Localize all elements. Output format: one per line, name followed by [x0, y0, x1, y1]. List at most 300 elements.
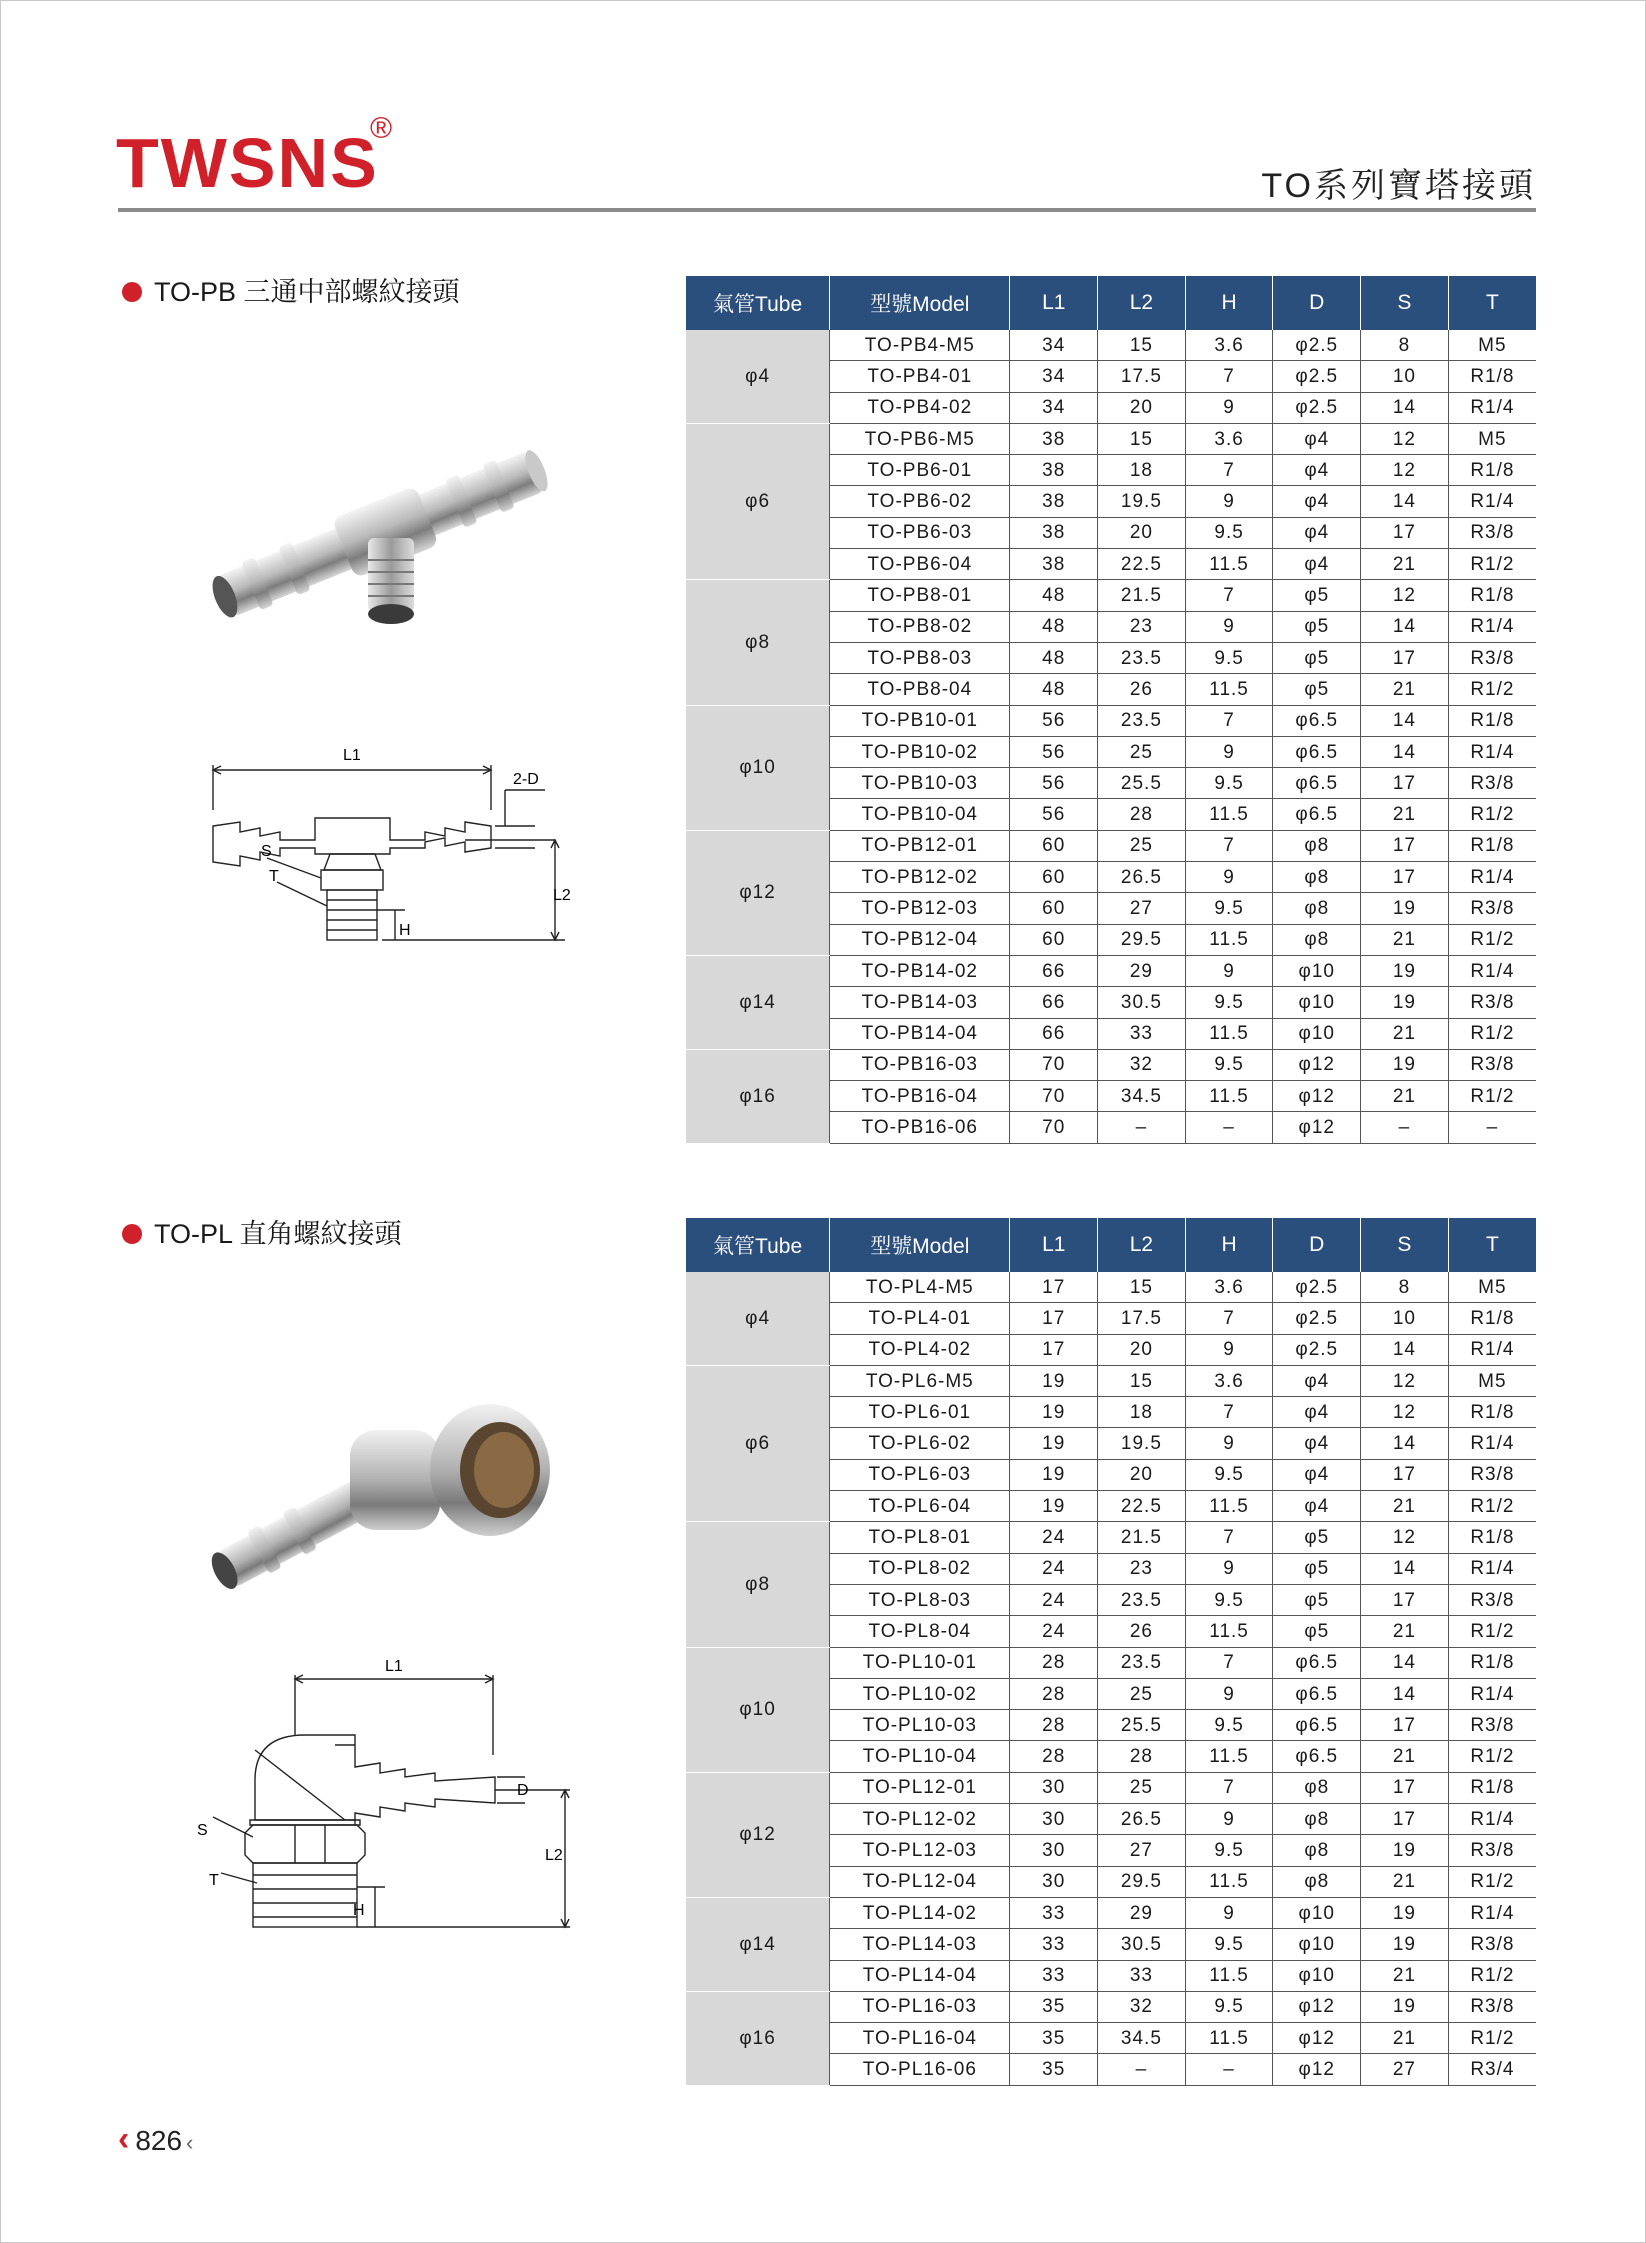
- spec-cell: 33: [1010, 1929, 1098, 1960]
- table-row: [686, 330, 1536, 361]
- spec-cell: 14: [1361, 392, 1449, 423]
- spec-cell: –: [1098, 2054, 1186, 2085]
- column-header: T: [1448, 1218, 1536, 1272]
- spec-cell: –: [1185, 1112, 1273, 1143]
- spec-cell: φ10: [1273, 1960, 1361, 1991]
- spec-cell: R1/8: [1448, 1303, 1536, 1334]
- spec-cell: φ8: [1273, 830, 1361, 861]
- model-cell: TO-PL6-02: [830, 1428, 1010, 1459]
- spec-cell: 9.5: [1185, 1835, 1273, 1866]
- spec-cell: 21: [1361, 1018, 1449, 1049]
- spec-cell: φ4: [1273, 1397, 1361, 1428]
- spec-cell: 26: [1098, 1616, 1186, 1647]
- spec-cell: 11.5: [1185, 799, 1273, 830]
- spec-cell: 38: [1010, 486, 1098, 517]
- model-cell: TO-PB14-02: [830, 955, 1010, 986]
- model-cell: TO-PL8-02: [830, 1553, 1010, 1584]
- spec-cell: φ4: [1273, 1365, 1361, 1396]
- spec-cell: 7: [1185, 830, 1273, 861]
- spec-cell: 19: [1361, 1835, 1449, 1866]
- section-title-text: TO-PL 直角螺紋接頭: [154, 1219, 402, 1249]
- spec-cell: 30: [1010, 1866, 1098, 1897]
- spec-cell: 30: [1010, 1772, 1098, 1803]
- dim-label-s: S: [197, 1822, 208, 1839]
- spec-cell: 25.5: [1098, 768, 1186, 799]
- spec-cell: 33: [1010, 1960, 1098, 1991]
- spec-cell: φ4: [1273, 1459, 1361, 1490]
- spec-cell: 9.5: [1185, 893, 1273, 924]
- spec-cell: φ5: [1273, 1616, 1361, 1647]
- model-cell: TO-PB14-03: [830, 987, 1010, 1018]
- spec-cell: 56: [1010, 705, 1098, 736]
- spec-cell: φ6.5: [1273, 1647, 1361, 1678]
- spec-cell: R1/8: [1448, 455, 1536, 486]
- spec-cell: 3.6: [1185, 1365, 1273, 1396]
- spec-cell: 25.5: [1098, 1710, 1186, 1741]
- spec-cell: φ10: [1273, 987, 1361, 1018]
- spec-cell: 35: [1010, 1991, 1098, 2022]
- spec-cell: 34: [1010, 361, 1098, 392]
- table-row: [686, 830, 1536, 861]
- spec-cell: 28: [1010, 1710, 1098, 1741]
- spec-cell: 38: [1010, 549, 1098, 580]
- spec-cell: 27: [1098, 893, 1186, 924]
- model-cell: TO-PB16-04: [830, 1081, 1010, 1112]
- spec-cell: 9.5: [1185, 642, 1273, 673]
- spec-cell: 21: [1361, 1741, 1449, 1772]
- spec-cell: φ8: [1273, 893, 1361, 924]
- spec-cell: 8: [1361, 1272, 1449, 1303]
- spec-cell: 12: [1361, 455, 1449, 486]
- spec-cell: R3/8: [1448, 1459, 1536, 1490]
- spec-cell: 17: [1361, 1459, 1449, 1490]
- spec-cell: φ8: [1273, 924, 1361, 955]
- spec-cell: 19: [1010, 1459, 1098, 1490]
- table-header-row: [686, 276, 1536, 330]
- spec-cell: 14: [1361, 705, 1449, 736]
- spec-cell: R3/8: [1448, 642, 1536, 673]
- table-row: [686, 1772, 1536, 1803]
- spec-cell: 19: [1361, 987, 1449, 1018]
- model-cell: TO-PL8-03: [830, 1584, 1010, 1615]
- dim-label-d: D: [517, 1782, 529, 1799]
- spec-cell: R1/8: [1448, 361, 1536, 392]
- spec-cell: 25: [1098, 830, 1186, 861]
- spec-cell: 33: [1098, 1960, 1186, 1991]
- model-cell: TO-PL14-04: [830, 1960, 1010, 1991]
- column-header: 型號Model: [830, 276, 1010, 330]
- table-row: [686, 1522, 1536, 1553]
- table-header-row: [686, 1218, 1536, 1272]
- spec-cell: 29.5: [1098, 1866, 1186, 1897]
- spec-cell: 14: [1361, 1334, 1449, 1365]
- spec-cell: 18: [1098, 455, 1186, 486]
- spec-cell: 21: [1361, 1491, 1449, 1522]
- spec-cell: 24: [1010, 1584, 1098, 1615]
- tube-size-cell: φ12: [686, 830, 830, 955]
- spec-cell: R3/8: [1448, 1584, 1536, 1615]
- spec-cell: φ6.5: [1273, 1741, 1361, 1772]
- spec-cell: 19: [1361, 955, 1449, 986]
- column-header: S: [1361, 1218, 1449, 1272]
- model-cell: TO-PB8-03: [830, 642, 1010, 673]
- spec-cell: 30.5: [1098, 987, 1186, 1018]
- spec-cell: 7: [1185, 705, 1273, 736]
- spec-cell: 9: [1185, 392, 1273, 423]
- spec-cell: φ5: [1273, 1553, 1361, 1584]
- spec-cell: 9: [1185, 486, 1273, 517]
- spec-cell: R1/4: [1448, 611, 1536, 642]
- spec-cell: 10: [1361, 361, 1449, 392]
- spec-cell: 23.5: [1098, 1647, 1186, 1678]
- tube-size-cell: φ8: [686, 1522, 830, 1647]
- spec-cell: 17: [1010, 1334, 1098, 1365]
- spec-cell: φ10: [1273, 1929, 1361, 1960]
- spec-cell: R1/4: [1448, 392, 1536, 423]
- spec-cell: 7: [1185, 455, 1273, 486]
- model-cell: TO-PB6-02: [830, 486, 1010, 517]
- dim-label-l1: L1: [343, 747, 361, 764]
- spec-cell: 7: [1185, 580, 1273, 611]
- spec-cell: 14: [1361, 611, 1449, 642]
- spec-cell: –: [1448, 1112, 1536, 1143]
- spec-cell: R3/8: [1448, 893, 1536, 924]
- spec-cell: R1/4: [1448, 1678, 1536, 1709]
- model-cell: TO-PB6-04: [830, 549, 1010, 580]
- spec-cell: φ2.5: [1273, 361, 1361, 392]
- spec-cell: 19: [1010, 1491, 1098, 1522]
- spec-cell: R1/2: [1448, 1081, 1536, 1112]
- spec-cell: φ12: [1273, 2023, 1361, 2054]
- spec-cell: 18: [1098, 1397, 1186, 1428]
- spec-cell: R1/2: [1448, 674, 1536, 705]
- spec-cell: 15: [1098, 330, 1186, 361]
- spec-cell: 10: [1361, 1303, 1449, 1334]
- spec-cell: M5: [1448, 423, 1536, 454]
- model-cell: TO-PL16-03: [830, 1991, 1010, 2022]
- spec-cell: R1/4: [1448, 1334, 1536, 1365]
- model-cell: TO-PB10-04: [830, 799, 1010, 830]
- spec-cell: 34: [1010, 330, 1098, 361]
- spec-cell: R3/8: [1448, 768, 1536, 799]
- model-cell: TO-PL8-01: [830, 1522, 1010, 1553]
- spec-cell: 11.5: [1185, 1741, 1273, 1772]
- model-cell: TO-PB10-01: [830, 705, 1010, 736]
- spec-cell: 11.5: [1185, 1081, 1273, 1112]
- spec-cell: R1/2: [1448, 549, 1536, 580]
- spec-cell: φ2.5: [1273, 330, 1361, 361]
- model-cell: TO-PB16-06: [830, 1112, 1010, 1143]
- spec-cell: 23.5: [1098, 1584, 1186, 1615]
- spec-cell: 56: [1010, 799, 1098, 830]
- spec-cell: 60: [1010, 893, 1098, 924]
- dim-label-l2: L2: [545, 1847, 563, 1864]
- spec-cell: φ5: [1273, 674, 1361, 705]
- model-cell: TO-PB8-04: [830, 674, 1010, 705]
- model-cell: TO-PB12-03: [830, 893, 1010, 924]
- model-cell: TO-PB8-01: [830, 580, 1010, 611]
- spec-cell: φ4: [1273, 517, 1361, 548]
- model-cell: TO-PL14-03: [830, 1929, 1010, 1960]
- bullet-dot-icon: [122, 1224, 142, 1244]
- section-title-pb: [122, 270, 460, 309]
- spec-cell: 29: [1098, 1897, 1186, 1928]
- spec-cell: 9.5: [1185, 987, 1273, 1018]
- spec-cell: 17: [1361, 1710, 1449, 1741]
- model-cell: TO-PB14-04: [830, 1018, 1010, 1049]
- spec-cell: 9.5: [1185, 1710, 1273, 1741]
- spec-cell: 19: [1361, 1991, 1449, 2022]
- spec-cell: 28: [1010, 1647, 1098, 1678]
- spec-cell: R1/2: [1448, 1741, 1536, 1772]
- spec-cell: R1/4: [1448, 1804, 1536, 1835]
- model-cell: TO-PL4-M5: [830, 1272, 1010, 1303]
- model-cell: TO-PB6-03: [830, 517, 1010, 548]
- page-number-text: 826: [135, 2125, 183, 2156]
- tube-size-cell: φ6: [686, 1365, 830, 1521]
- spec-cell: 56: [1010, 736, 1098, 767]
- tube-size-cell: φ6: [686, 423, 830, 579]
- spec-cell: 70: [1010, 1049, 1098, 1080]
- spec-cell: 66: [1010, 987, 1098, 1018]
- spec-cell: 25: [1098, 1678, 1186, 1709]
- model-cell: TO-PB10-03: [830, 768, 1010, 799]
- spec-cell: φ8: [1273, 1804, 1361, 1835]
- spec-cell: 21.5: [1098, 1522, 1186, 1553]
- spec-cell: φ4: [1273, 486, 1361, 517]
- spec-cell: 14: [1361, 736, 1449, 767]
- model-cell: TO-PB10-02: [830, 736, 1010, 767]
- spec-cell: 33: [1098, 1018, 1186, 1049]
- table-row: [686, 705, 1536, 736]
- spec-cell: R3/8: [1448, 987, 1536, 1018]
- spec-cell: φ4: [1273, 549, 1361, 580]
- spec-cell: R1/2: [1448, 1960, 1536, 1991]
- spec-cell: φ12: [1273, 2054, 1361, 2085]
- spec-cell: 9: [1185, 1804, 1273, 1835]
- spec-cell: 26.5: [1098, 1804, 1186, 1835]
- spec-cell: R1/8: [1448, 1772, 1536, 1803]
- model-cell: TO-PL6-03: [830, 1459, 1010, 1490]
- spec-cell: 17: [1361, 642, 1449, 673]
- spec-cell: 21: [1361, 1616, 1449, 1647]
- spec-cell: –: [1361, 1112, 1449, 1143]
- spec-cell: 3.6: [1185, 330, 1273, 361]
- spec-cell: 3.6: [1185, 1272, 1273, 1303]
- spec-cell: φ6.5: [1273, 1710, 1361, 1741]
- model-cell: TO-PL8-04: [830, 1616, 1010, 1647]
- spec-cell: 17: [1361, 517, 1449, 548]
- spec-cell: R3/8: [1448, 1049, 1536, 1080]
- model-cell: TO-PB6-M5: [830, 423, 1010, 454]
- table-row: [686, 955, 1536, 986]
- spec-cell: 12: [1361, 423, 1449, 454]
- model-cell: TO-PB4-M5: [830, 330, 1010, 361]
- spec-cell: 9: [1185, 736, 1273, 767]
- brand-logo: TWSNS: [116, 124, 379, 202]
- spec-cell: 48: [1010, 611, 1098, 642]
- elbow-fitting-drawing: [195, 1655, 605, 1955]
- spec-cell: 17: [1361, 768, 1449, 799]
- spec-cell: R1/2: [1448, 1866, 1536, 1897]
- spec-cell: φ8: [1273, 1835, 1361, 1866]
- spec-cell: 9: [1185, 1897, 1273, 1928]
- model-cell: TO-PB8-02: [830, 611, 1010, 642]
- model-cell: TO-PL6-M5: [830, 1365, 1010, 1396]
- tee-fitting-drawing: [195, 730, 605, 970]
- spec-cell: 21: [1361, 674, 1449, 705]
- spec-cell: 28: [1010, 1678, 1098, 1709]
- spec-cell: R3/8: [1448, 1929, 1536, 1960]
- tube-size-cell: φ16: [686, 1991, 830, 2085]
- dim-label-s: S: [261, 843, 272, 860]
- model-cell: TO-PL14-02: [830, 1897, 1010, 1928]
- spec-cell: 34: [1010, 392, 1098, 423]
- spec-cell: φ12: [1273, 1991, 1361, 2022]
- model-cell: TO-PL4-02: [830, 1334, 1010, 1365]
- header-divider: [118, 208, 1536, 212]
- spec-cell: φ10: [1273, 1018, 1361, 1049]
- spec-cell: 9: [1185, 1553, 1273, 1584]
- spec-cell: R1/8: [1448, 580, 1536, 611]
- dim-label-h: H: [353, 1902, 365, 1919]
- spec-cell: 66: [1010, 955, 1098, 986]
- spec-cell: φ12: [1273, 1049, 1361, 1080]
- spec-cell: φ2.5: [1273, 1272, 1361, 1303]
- column-header: H: [1185, 1218, 1273, 1272]
- spec-cell: φ5: [1273, 611, 1361, 642]
- spec-cell: 19: [1010, 1428, 1098, 1459]
- spec-cell: 21.5: [1098, 580, 1186, 611]
- spec-cell: φ8: [1273, 1772, 1361, 1803]
- spec-cell: 11.5: [1185, 1960, 1273, 1991]
- table-row: [686, 1272, 1536, 1303]
- spec-cell: 29.5: [1098, 924, 1186, 955]
- table-row: [686, 1897, 1536, 1928]
- spec-cell: 22.5: [1098, 1491, 1186, 1522]
- spec-cell: 14: [1361, 1428, 1449, 1459]
- spec-cell: R1/4: [1448, 955, 1536, 986]
- spec-cell: 38: [1010, 423, 1098, 454]
- spec-cell: 17: [1010, 1303, 1098, 1334]
- table-row: [686, 580, 1536, 611]
- model-cell: TO-PL6-01: [830, 1397, 1010, 1428]
- spec-cell: 11.5: [1185, 1018, 1273, 1049]
- spec-cell: φ2.5: [1273, 1334, 1361, 1365]
- dim-label-l1: L1: [385, 1658, 403, 1675]
- spec-cell: 23: [1098, 1553, 1186, 1584]
- spec-cell: 3.6: [1185, 423, 1273, 454]
- spec-cell: 19: [1361, 1929, 1449, 1960]
- spec-cell: 70: [1010, 1081, 1098, 1112]
- column-header: 氣管Tube: [686, 276, 830, 330]
- spec-cell: φ6.5: [1273, 705, 1361, 736]
- spec-cell: 19: [1361, 893, 1449, 924]
- spec-cell: 7: [1185, 1522, 1273, 1553]
- spec-cell: 9: [1185, 1428, 1273, 1459]
- spec-cell: R3/8: [1448, 1835, 1536, 1866]
- model-cell: TO-PL12-04: [830, 1866, 1010, 1897]
- series-title: TO系列寶塔接頭: [1261, 167, 1536, 205]
- tee-fitting-photo: [200, 420, 580, 640]
- spec-cell: R1/8: [1448, 1522, 1536, 1553]
- tube-size-cell: φ4: [686, 330, 830, 423]
- model-cell: TO-PB12-02: [830, 862, 1010, 893]
- spec-cell: 20: [1098, 517, 1186, 548]
- spec-cell: φ4: [1273, 423, 1361, 454]
- model-cell: TO-PL16-06: [830, 2054, 1010, 2085]
- spec-cell: 21: [1361, 799, 1449, 830]
- spec-cell: φ5: [1273, 1522, 1361, 1553]
- spec-cell: 60: [1010, 924, 1098, 955]
- spec-cell: 32: [1098, 1991, 1186, 2022]
- spec-cell: 28: [1010, 1741, 1098, 1772]
- spec-table-pl: [686, 1218, 1536, 2086]
- spec-cell: M5: [1448, 1272, 1536, 1303]
- spec-cell: 26.5: [1098, 862, 1186, 893]
- spec-cell: 17: [1361, 1772, 1449, 1803]
- spec-cell: 19: [1361, 1897, 1449, 1928]
- spec-cell: 19.5: [1098, 1428, 1186, 1459]
- table-row: [686, 1049, 1536, 1080]
- spec-cell: 17.5: [1098, 1303, 1186, 1334]
- spec-cell: 17: [1361, 862, 1449, 893]
- spec-cell: 9.5: [1185, 1049, 1273, 1080]
- spec-cell: 7: [1185, 361, 1273, 392]
- spec-cell: φ10: [1273, 1897, 1361, 1928]
- spec-cell: 20: [1098, 1459, 1186, 1490]
- spec-cell: 9: [1185, 1678, 1273, 1709]
- spec-cell: R1/2: [1448, 799, 1536, 830]
- spec-cell: φ6.5: [1273, 768, 1361, 799]
- spec-cell: φ4: [1273, 455, 1361, 486]
- model-cell: TO-PB12-01: [830, 830, 1010, 861]
- spec-cell: 14: [1361, 486, 1449, 517]
- spec-cell: 21: [1361, 924, 1449, 955]
- spec-cell: M5: [1448, 330, 1536, 361]
- spec-cell: 15: [1098, 1365, 1186, 1396]
- spec-cell: R3/8: [1448, 517, 1536, 548]
- spec-cell: 11.5: [1185, 1616, 1273, 1647]
- spec-cell: 9: [1185, 862, 1273, 893]
- model-cell: TO-PL10-01: [830, 1647, 1010, 1678]
- spec-cell: 9: [1185, 611, 1273, 642]
- spec-cell: 35: [1010, 2023, 1098, 2054]
- model-cell: TO-PL12-01: [830, 1772, 1010, 1803]
- spec-cell: M5: [1448, 1365, 1536, 1396]
- spec-cell: 30: [1010, 1835, 1098, 1866]
- column-header: D: [1273, 276, 1361, 330]
- spec-cell: 23.5: [1098, 642, 1186, 673]
- tube-size-cell: φ10: [686, 1647, 830, 1772]
- spec-cell: 17: [1361, 1584, 1449, 1615]
- spec-cell: 9: [1185, 955, 1273, 986]
- spec-cell: 7: [1185, 1397, 1273, 1428]
- spec-cell: 34.5: [1098, 1081, 1186, 1112]
- spec-cell: 15: [1098, 423, 1186, 454]
- spec-cell: R1/8: [1448, 1647, 1536, 1678]
- spec-cell: R3/4: [1448, 2054, 1536, 2085]
- spec-cell: 24: [1010, 1553, 1098, 1584]
- spec-cell: 14: [1361, 1647, 1449, 1678]
- spec-cell: R1/2: [1448, 1491, 1536, 1522]
- model-cell: TO-PL4-01: [830, 1303, 1010, 1334]
- spec-cell: 25: [1098, 1772, 1186, 1803]
- spec-cell: R1/2: [1448, 1616, 1536, 1647]
- spec-cell: 20: [1098, 392, 1186, 423]
- prev-page-chevron-icon[interactable]: ‹: [118, 2120, 130, 2158]
- spec-cell: 7: [1185, 1303, 1273, 1334]
